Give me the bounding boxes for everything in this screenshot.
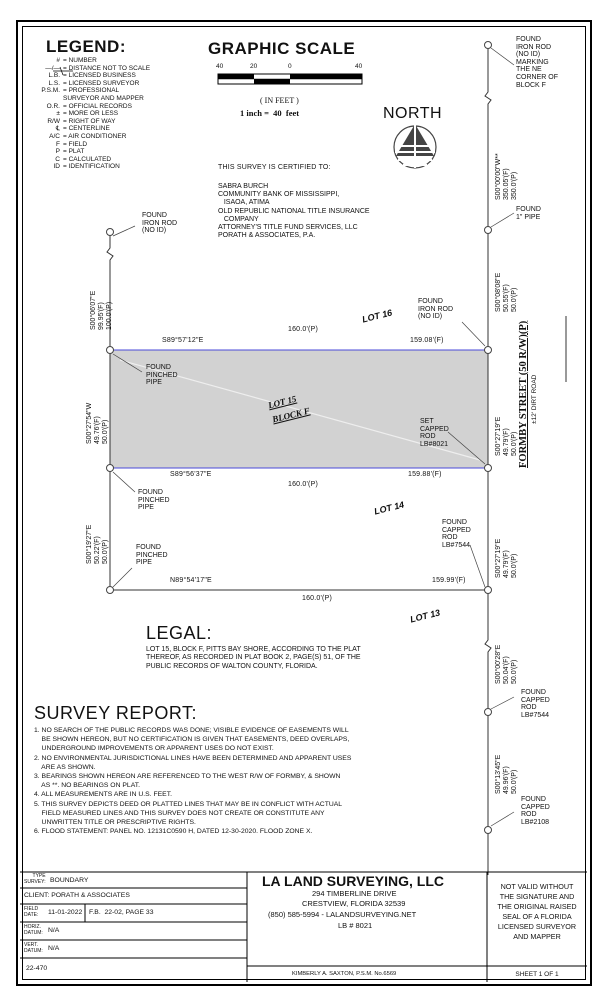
- monument-ne-corner: [485, 42, 492, 49]
- monument-1in-pipe: [485, 227, 492, 234]
- note-line: S00°13'45"E: [495, 754, 502, 794]
- note-line: CAPPED: [521, 803, 550, 811]
- south-line-field: 159.99'(F): [432, 577, 466, 584]
- survey-report-text: 1. NO SEARCH OF THE PUBLIC RECORDS WAS DONE; VISIBLE EVIDENCE OF EASEMENTS WILL BE SHOWN HEREON, BUT NO CERTIFICATION IS GIVEN THAT EASEMENTS, DEED OVERLAPS, UNDERGROUND IMPROVEMENTS OR APPARENT USES DO NOT EXIST. 2. NO ENVIRONMENTAL JURISDICTIONAL LINES HAVE BEEN DETERMINED AND APPARENT USES ARE AS SHOWN. 3. BEARINGS SHOWN HEREON ARE REFERENCED TO THE WEST R/W OF FORMBY, & SHOWN AS **. NO BEARINGS ON PLAT. 4. ALL MEASUREMENTS ARE IN U.S. FEET. 5. THIS SURVEY DEPICTS DEED OR PLATTED LINES THAT MAY BE IN CONFLICT WITH ACTUAL FIELD MEASURED LINES AND THIS SURVEY DOES NOT CREATE OR CONSTITUTE ANY UNWRITTEN TITLE OR PRESCRIPTIVE RIGHTS. 6. FLOOD STATEMENT: PANEL NO. 12131C0590 H, DATED 12-30-2020. FLOOD ZONE X.: [34, 727, 352, 836]
- legend-definition: = PLAT: [63, 148, 85, 156]
- legend-row: [22, 96, 144, 103]
- legend-row: [22, 111, 118, 118]
- note-line: IRON ROD: [516, 43, 551, 51]
- legend-definition: = DISTANCE NOT TO SCALE: [63, 64, 151, 72]
- note-line: 49.76'(F): [94, 416, 101, 444]
- bearing-left-top: [90, 291, 114, 330]
- certified-party: COMMUNITY BANK OF MISSISSIPPI,: [218, 191, 340, 199]
- legend-definition: = NUMBER: [63, 57, 97, 64]
- note-line: FOUND: [442, 519, 467, 526]
- note-line: 50.22'(F): [94, 536, 101, 564]
- lot-16-label: LOT 16: [361, 307, 394, 325]
- note-line: LB#7544: [521, 711, 550, 719]
- legend-row: [22, 81, 139, 88]
- note-line: 50.0'(P): [511, 553, 518, 578]
- note-line: CORNER OF: [516, 73, 558, 81]
- note-line: 350.05'(F): [503, 168, 510, 200]
- note-line: FOUND: [136, 544, 161, 551]
- scale-tick-1: 20: [250, 63, 258, 70]
- horiz-datum: N/A: [48, 927, 60, 934]
- note-line: S00°19'27"E: [86, 524, 93, 564]
- bearing-right-lot15: [495, 417, 519, 456]
- type-survey-value: BOUNDARY: [50, 877, 89, 884]
- legend-row: [22, 119, 115, 126]
- legend-symbol: ID: [53, 163, 60, 171]
- note-se-lot15: [420, 418, 449, 448]
- note-line: FOUND: [142, 212, 167, 219]
- scale-ratio: 1 inch = 40 feet: [240, 108, 300, 118]
- note-se-lot14: [442, 519, 471, 549]
- monument-sw-lot15: [107, 465, 114, 472]
- legend-title: LEGEND:: [46, 37, 126, 56]
- note-line: 350.0'(P): [511, 171, 518, 200]
- note-line: 50.0'(P): [102, 539, 109, 564]
- lot-15-label: LOT 15: [267, 393, 298, 411]
- legend-definition: = FIELD: [63, 140, 88, 148]
- note-lot12-b: [521, 796, 550, 826]
- street-surface: ±12' DIRT ROAD: [531, 374, 538, 424]
- field-date: 11-01-2022: [48, 909, 83, 916]
- south-line-bearing: N89°54'17"E: [170, 577, 212, 584]
- note-line: 50.04'(F): [503, 656, 510, 684]
- scale-tick-3: 40: [355, 63, 363, 70]
- certified-party: ATTORNEY'S TITLE FUND SERVICES, LLC: [218, 224, 358, 232]
- vert-datum: N/A: [48, 945, 60, 952]
- certified-party: ISAOA, ATIMA: [218, 199, 270, 207]
- note-line: (NO ID): [142, 227, 167, 235]
- note-line: FOUND: [516, 36, 541, 43]
- legend-symbol: C: [55, 155, 60, 163]
- legend-symbol: #: [56, 57, 60, 64]
- note-line: PINCHED: [136, 551, 168, 559]
- north-label: NORTH: [383, 105, 443, 122]
- legend-definition: = RIGHT OF WAY: [63, 117, 116, 125]
- note-line: THE NE: [516, 66, 542, 74]
- legend-row: [22, 142, 87, 149]
- company-contact: (850) 585-5994 - LALANDSURVEYING.NET: [268, 910, 417, 919]
- type-survey-label: TYPE SURVEY:: [24, 873, 46, 885]
- legend-row: [22, 126, 110, 133]
- legend-symbol: ±: [56, 110, 60, 118]
- bearing-right-top: [495, 153, 519, 200]
- legal-title: LEGAL:: [146, 623, 213, 643]
- street-name: FORMBY STREET (50 R/W)(P): [518, 320, 529, 468]
- note-line: 50.0'(P): [102, 419, 109, 444]
- legend-definition: = LICENSED SURVEYOR: [63, 79, 140, 87]
- note-1in-pipe: [516, 206, 541, 221]
- note-line: PINCHED: [146, 371, 178, 379]
- certified-party: OLD REPUBLIC NATIONAL TITLE INSURANCE: [218, 207, 370, 215]
- note-line: S00°27'54"W: [86, 402, 93, 444]
- monument-se-lot15: [485, 465, 492, 472]
- note-ne-lot15: [418, 298, 453, 321]
- north-line-bearing: S89°57'12"E: [162, 337, 204, 344]
- note-sw-lot15: [138, 489, 170, 512]
- bearing-right-b: [495, 645, 519, 684]
- legend-row: [22, 88, 119, 95]
- legend-symbol: ℄: [55, 125, 60, 133]
- note-ne-corner: [516, 36, 558, 89]
- legend-definition: SURVEYOR AND MAPPER: [63, 95, 144, 102]
- note-line: S00°08'08"E: [495, 272, 502, 312]
- north-line-plat: 160.0'(P): [288, 326, 318, 333]
- certified-party: COMPANY: [218, 215, 259, 223]
- note-line: PINCHED: [138, 496, 170, 504]
- company-lb: LB # 8021: [338, 921, 373, 930]
- legend-definition: = CENTERLINE: [63, 125, 110, 133]
- note-line: CAPPED: [420, 425, 449, 433]
- note-line: (NO ID): [418, 313, 443, 321]
- legend-definition: = IDENTIFICATION: [63, 163, 120, 171]
- bearing-left-lot14: [86, 525, 110, 564]
- field-book: F.B. 22-02, PAGE 33: [89, 909, 154, 916]
- certified-heading: THIS SURVEY IS CERTIFIED TO:: [218, 164, 331, 171]
- survey-report-title: SURVEY REPORT:: [34, 703, 198, 723]
- bearing-right-lot14: [495, 539, 519, 578]
- company-address-2: CRESTVIEW, FLORIDA 32539: [302, 899, 406, 908]
- field-date-label: FIELD DATE:: [24, 906, 39, 918]
- legend-row: [22, 149, 84, 156]
- horiz-datum-label: HORIZ. DATUM:: [24, 924, 43, 936]
- note-line: ROD: [442, 534, 458, 542]
- note-line: MARKING: [516, 58, 549, 66]
- note-line: PIPE: [138, 504, 154, 512]
- note-line: ROD: [420, 433, 436, 441]
- note-line: FOUND: [516, 206, 541, 213]
- note-line: S00°00'28"E: [495, 644, 502, 684]
- monument-sw-lot14: [107, 587, 114, 594]
- legend-symbol: P.S.M.: [41, 87, 60, 95]
- note-line: LB#2108: [521, 818, 550, 826]
- monument-nw-iron-rod: [107, 229, 114, 236]
- graphic-scale-bar: [218, 74, 362, 84]
- note-line: FOUND: [521, 796, 546, 803]
- certified-list: [218, 183, 370, 240]
- note-line: 1" PIPE: [516, 213, 541, 221]
- note-line: CAPPED: [442, 526, 471, 534]
- bearing-left-lot15: [86, 403, 110, 444]
- legend-row: [22, 134, 126, 141]
- note-line: S00°27'19"E: [495, 538, 502, 578]
- company-name: LA LAND SURVEYING, LLC: [262, 873, 445, 889]
- validity-notice: NOT VALID WITHOUT THE SIGNATURE AND THE ORIGINAL RAISED SEAL OF A FLORIDA LICENSED SURVEYOR AND MAPPER: [497, 882, 577, 941]
- bearing-right-a: [495, 273, 519, 312]
- vert-datum-label: VERT. DATUM:: [24, 942, 43, 954]
- monument-ne-lot15: [485, 347, 492, 354]
- scale-tick-2: 0: [288, 63, 292, 70]
- legend-row: [22, 73, 136, 80]
- note-line: 50.0'(P): [511, 431, 518, 456]
- legend-row: [22, 66, 150, 73]
- note-line: FOUND: [418, 298, 443, 305]
- note-line: 49.79'(F): [503, 550, 510, 578]
- note-line: 50.0'(P): [511, 659, 518, 684]
- mid-line-field: 159.88'(F): [408, 471, 442, 478]
- legend-definition: = PROFESSIONAL: [63, 87, 120, 95]
- legend-row: [22, 58, 97, 65]
- note-line: FOUND: [138, 489, 163, 496]
- company-address-1: 294 TIMBERLINE DRIVE: [312, 889, 397, 898]
- note-sw-lot14: [136, 544, 168, 567]
- legend-symbol: F: [56, 140, 60, 148]
- note-line: ROD: [521, 704, 537, 712]
- note-line: LB#7544: [442, 541, 471, 549]
- note-line: IRON ROD: [142, 219, 177, 227]
- note-line: 100.0'(P): [106, 301, 113, 330]
- note-line: BLOCK F: [516, 81, 546, 89]
- note-line: S00°00'00"W**: [495, 153, 502, 200]
- note-line: 50.55'(F): [503, 284, 510, 312]
- note-line: CAPPED: [521, 696, 550, 704]
- note-line: ROD: [521, 811, 537, 819]
- block-label: BLOCK F: [271, 405, 311, 425]
- legend-definition: = OFFICIAL RECORDS: [63, 102, 132, 110]
- monument-lot12-a: [485, 709, 492, 716]
- client: CLIENT: PORATH & ASSOCIATES: [24, 892, 130, 899]
- note-lot12-a: [521, 689, 550, 719]
- graphic-scale-title: GRAPHIC SCALE: [208, 39, 356, 58]
- legend-row: [22, 104, 132, 111]
- note-line: 50.0'(P): [511, 769, 518, 794]
- monument-nw-lot15: [107, 347, 114, 354]
- legend-definition: = LICENSED BUSINESS: [63, 72, 136, 80]
- note-line: FOUND: [146, 364, 171, 371]
- legal-description: LOT 15, BLOCK F, PITTS BAY SHORE, ACCORDING TO THE PLAT THEREOF, AS RECORDED IN PLAT BOOK 2, PAGE(S) 51, OF THE PUBLIC RECORDS OF WALTON COUNTY, FLORIDA.: [146, 646, 361, 670]
- note-line: PIPE: [136, 559, 152, 567]
- legend-row: [22, 164, 120, 171]
- legend-symbol: R/W: [47, 117, 60, 125]
- mid-line-plat: 160.0'(P): [288, 481, 318, 488]
- sheet-number: SHEET 1 OF 1: [515, 971, 559, 978]
- note-line: IRON ROD: [418, 305, 453, 313]
- legend-definition: = CALCULATED: [63, 155, 112, 163]
- note-line: PIPE: [146, 379, 162, 387]
- scale-units: ( IN FEET ): [260, 96, 299, 105]
- legend-row: [22, 157, 111, 164]
- legend-definition: = MORE OR LESS: [63, 110, 119, 118]
- note-line: 99.95'(F): [98, 302, 105, 330]
- south-line-plat: 160.0'(P): [302, 595, 332, 602]
- legend-symbol: A/C: [49, 133, 60, 140]
- north-arrow-icon: [394, 124, 436, 168]
- legend-symbol: P: [55, 148, 60, 156]
- monument-se-lot14: [485, 587, 492, 594]
- legend-symbol: L.S.: [48, 79, 60, 87]
- note-line: FOUND: [521, 689, 546, 696]
- note-nw-iron-rod: [142, 212, 177, 235]
- note-line: S00°06'07"E: [90, 290, 97, 330]
- certified-party: SABRA BURCH: [218, 183, 269, 190]
- lot-14-label: LOT 14: [373, 499, 406, 517]
- monument-lot12-b: [485, 827, 492, 834]
- surveyor-name: KIMBERLY A. SAXTON, P.S.M. No.6569: [292, 971, 397, 977]
- legend-symbol: L.B.: [48, 72, 60, 80]
- lot-13-label: LOT 13: [409, 607, 442, 625]
- mid-line-bearing: S89°56'37"E: [170, 471, 212, 478]
- scale-tick-0: 40: [216, 63, 224, 70]
- north-line-field: 159.08'(F): [410, 337, 444, 344]
- job-number: 22-470: [26, 965, 48, 972]
- legend-symbol: O.R.: [46, 102, 60, 110]
- note-line: 50.0'(P): [511, 287, 518, 312]
- note-line: 49.96'(F): [503, 766, 510, 794]
- note-nw-lot15: [146, 364, 178, 387]
- note-line: S00°27'19"E: [495, 416, 502, 456]
- bearing-right-c: [495, 755, 519, 794]
- note-line: 49.79'(F): [503, 428, 510, 456]
- note-line: (NO ID): [516, 51, 541, 59]
- legend-definition: = AIR CONDITIONER: [63, 133, 127, 140]
- note-line: SET: [420, 418, 434, 425]
- legend-symbol: —/—: [45, 64, 60, 72]
- certified-party: PORATH & ASSOCIATES, P.A.: [218, 232, 316, 240]
- note-line: LB#8021: [420, 440, 449, 448]
